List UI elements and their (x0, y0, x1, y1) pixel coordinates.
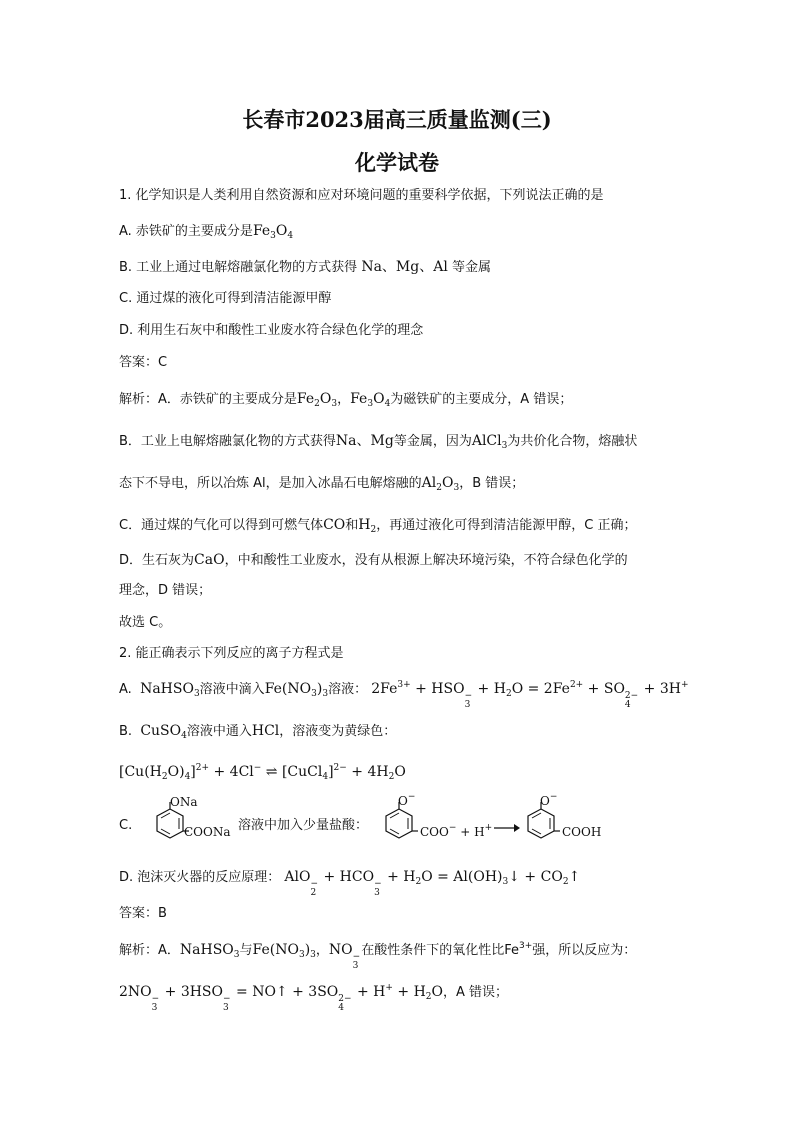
q1-option-d: D. 利用生石灰中和酸性工业废水符合绿色化学的理念 (119, 323, 424, 338)
q1-explanation-a: 解析：A．赤铁矿的主要成分是$Fe_2O_3$，$Fe_3O_4$为磁铁矿的主要成分，A 错误； (119, 391, 573, 409)
q1-explanation-d-line2: 理念，D 错误； (119, 583, 212, 598)
q1-answer: 答案：C (119, 355, 168, 370)
q2-stem: 2. 能正确表示下列反应的离子方程式是 (119, 646, 344, 661)
page-subtitle: 化学试卷 (355, 150, 439, 175)
q1-explanation-b-line1: B．工业上电解熔融氯化物的方式获得Na、Mg等金属，因为AlCl$_3$为共价化合物，熔融状 (119, 433, 638, 451)
page-title: 长春市2023届高三质量监测(三) (242, 107, 552, 132)
c-mid-o-minus: O− (398, 792, 416, 808)
q2-answer: 答案：B (119, 906, 167, 921)
c-reactant-ona: ONa (170, 795, 198, 809)
c-prod-cooh: COOH (562, 825, 602, 839)
q1-option-c: C. 通过煤的液化可得到清洁能源甲醇 (119, 291, 332, 306)
q1-explanation-c: C．通过煤的气化可以得到可燃气体CO和$H_2$，再通过液化可得到清洁能源甲醇，C 正确； (119, 517, 637, 535)
q1-option-a: A. 赤铁矿的主要成分是$Fe_3O_4$ (119, 223, 294, 241)
q1-conclusion: 故选 C。 (119, 615, 172, 630)
q2-option-b: B. CuSO$_4$溶液中通入HCl，溶液变为黄绿色： (119, 723, 397, 741)
q1-stem: 1. 化学知识是人类利用自然资源和应对环境问题的重要科学依据，下列说法正确的是 (119, 188, 604, 203)
q2-explanation-a-equation: 2NO − 3 + 3HSO − 3 = NO↑ + 3SO 2− 4 + $H^+ + H_2O$，A 错误； (119, 983, 509, 1013)
q1-explanation-d-line1: D．生石灰为CaO，中和酸性工业废水，没有从根源上解决环境污染，不符合绿色化学的 (119, 552, 628, 568)
c-mid-coo-minus: COO− + H+ (420, 823, 493, 839)
q2-option-b-equation: $[Cu(H_2O)_4]^{2+} + 4Cl^-$ ⇌ [CuCl$_4$]$^{2-}$ + $4H_2O$ (119, 763, 406, 782)
q1-explanation-b-line2: 态下不导电，所以冶炼 Al，是加入冰晶石电解熔融的$Al_2O_3$，B 错误； (119, 475, 525, 493)
q2-explanation-a: 解析：A．NaHSO$_3$与$Fe(NO_3)_3$，NO − 3 在酸性条件下的氧化性比$Fe^{3+}$强，所以反应为： (119, 941, 637, 971)
c-prod-o-minus: O− (540, 792, 558, 808)
c-reaction-text: 溶液中加入少量盐酸： (238, 818, 369, 833)
q2-option-c-label: C. (119, 818, 133, 833)
c-reactant-coona: COONa (184, 825, 231, 839)
q1-option-b: B. 工业上通过电解熔融氯化物的方式获得 Na、Mg、Al 等金属 (119, 259, 491, 275)
q2-option-a: A. NaHSO$_3$溶液中滴入$Fe(NO_3)_3$溶液： $2Fe^{3+}$ + HSO − 3 + $H_2O = 2Fe^{2+}$ + SO 2− 4 + 3H+ (119, 680, 689, 710)
q2-option-d: D. 泡沫灭火器的反应原理： AlO − 2 + HCO − 3 + $H_2O$ = $Al(OH)_3↓$ + $CO_2↑$ (119, 869, 581, 898)
